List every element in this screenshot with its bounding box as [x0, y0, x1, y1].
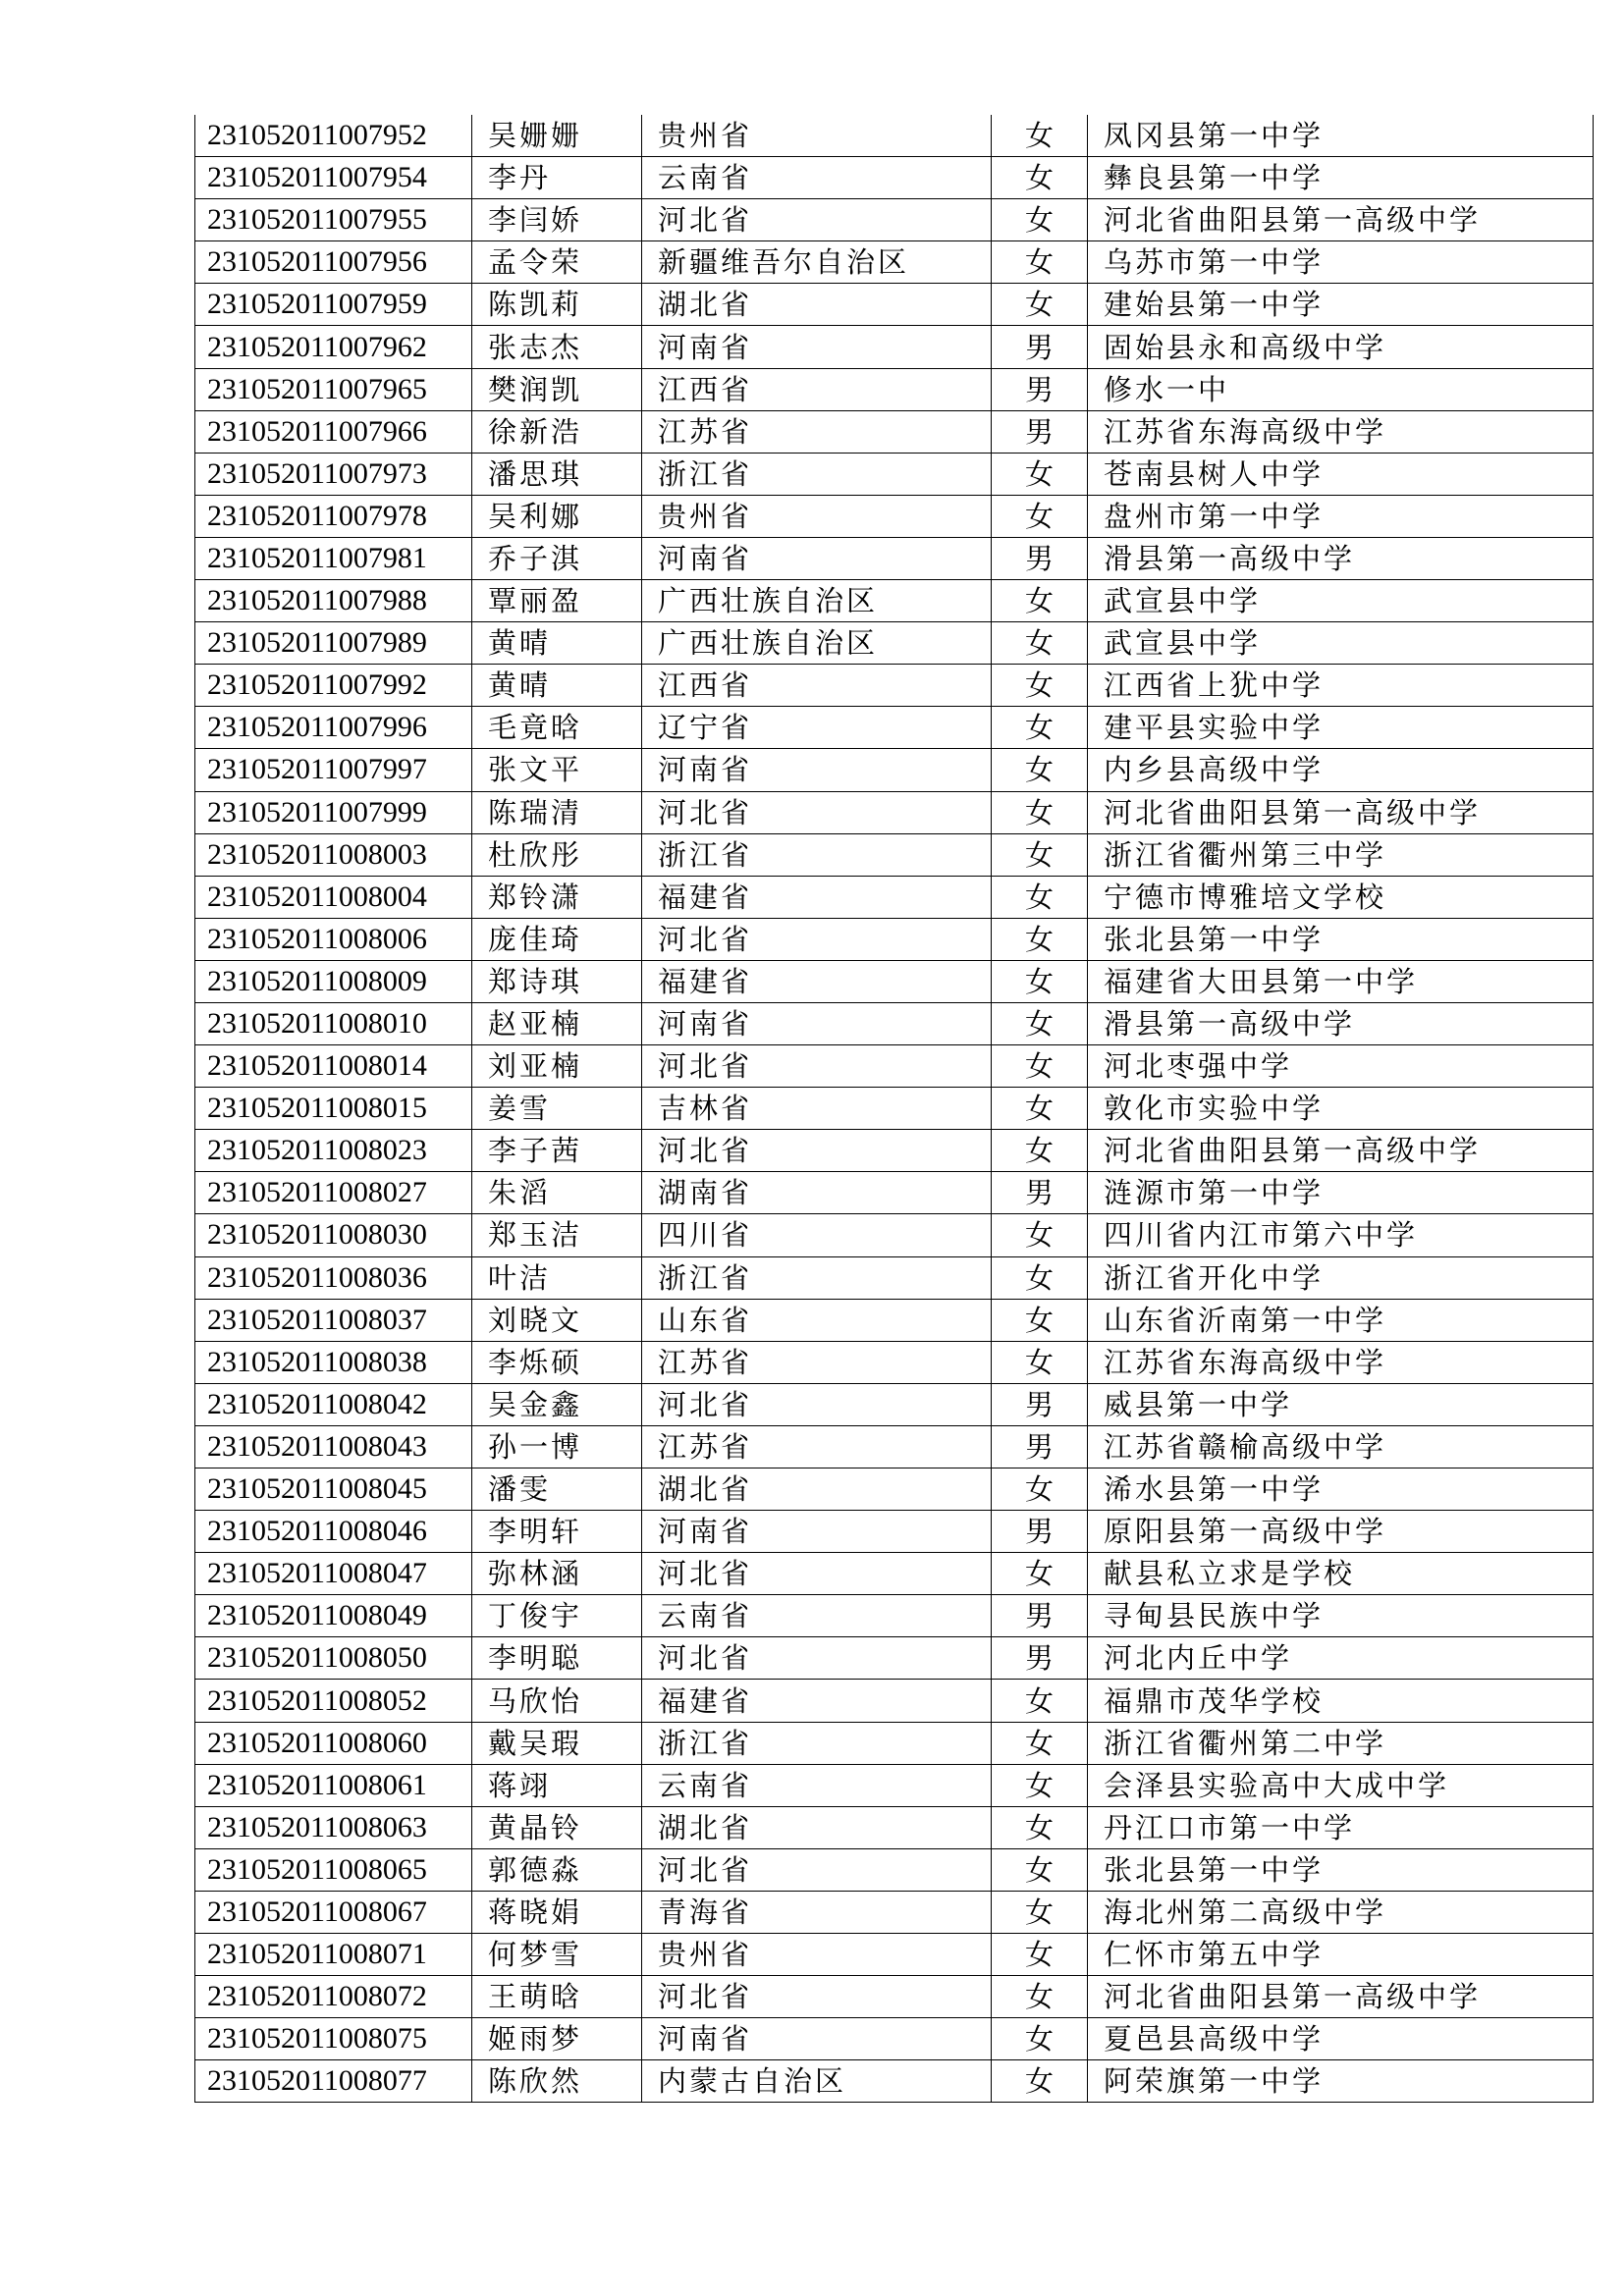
province-cell: 贵州省	[642, 115, 992, 157]
province-cell: 河北省	[642, 199, 992, 241]
table-row	[195, 1425, 1594, 1468]
exam-id-cell: 231052011008052	[195, 1680, 472, 1722]
exam-id-cell: 231052011007952	[195, 115, 472, 157]
school-cell: 仁怀市第五中学	[1088, 1934, 1594, 1976]
gender-cell: 男	[992, 1511, 1088, 1553]
gender-cell: 女	[992, 1806, 1088, 1848]
province-cell: 河南省	[642, 1002, 992, 1044]
name-cell: 黄晶铃	[472, 1806, 642, 1848]
gender-cell: 女	[992, 1130, 1088, 1172]
table-row	[195, 115, 1594, 157]
exam-id-cell: 231052011008075	[195, 2018, 472, 2060]
gender-cell: 女	[992, 284, 1088, 326]
exam-id-cell: 231052011008010	[195, 1002, 472, 1044]
school-cell: 建始县第一中学	[1088, 284, 1594, 326]
province-cell: 青海省	[642, 1891, 992, 1933]
gender-cell: 女	[992, 1680, 1088, 1722]
province-cell: 福建省	[642, 876, 992, 918]
province-cell: 河北省	[642, 1848, 992, 1891]
gender-cell: 女	[992, 665, 1088, 707]
table-row	[195, 1256, 1594, 1299]
school-cell: 丹江口市第一中学	[1088, 1806, 1594, 1848]
name-cell: 姜雪	[472, 1088, 642, 1130]
table-row	[195, 1806, 1594, 1848]
table-row	[195, 1511, 1594, 1553]
gender-cell: 女	[992, 918, 1088, 960]
gender-cell: 女	[992, 1934, 1088, 1976]
school-cell: 会泽县实验高中大成中学	[1088, 1764, 1594, 1806]
name-cell: 刘晓文	[472, 1299, 642, 1341]
name-cell: 张志杰	[472, 326, 642, 368]
gender-cell: 女	[992, 707, 1088, 749]
school-cell: 夏邑县高级中学	[1088, 2018, 1594, 2060]
table-row	[195, 960, 1594, 1002]
province-cell: 湖北省	[642, 284, 992, 326]
exam-id-cell: 231052011007997	[195, 749, 472, 791]
school-cell: 固始县永和高级中学	[1088, 326, 1594, 368]
gender-cell: 女	[992, 241, 1088, 284]
school-cell: 苍南县树人中学	[1088, 453, 1594, 495]
table-row	[195, 1764, 1594, 1806]
exam-id-cell: 231052011007981	[195, 537, 472, 579]
gender-cell: 女	[992, 453, 1088, 495]
exam-id-cell: 231052011007978	[195, 495, 472, 537]
province-cell: 江苏省	[642, 410, 992, 453]
province-cell: 云南省	[642, 1595, 992, 1637]
table-row	[195, 580, 1594, 622]
student-table-body	[195, 115, 1594, 2103]
province-cell: 河北省	[642, 1045, 992, 1088]
gender-cell: 女	[992, 1891, 1088, 1933]
province-cell: 江西省	[642, 665, 992, 707]
table-row	[195, 2060, 1594, 2103]
school-cell: 浠水县第一中学	[1088, 1468, 1594, 1511]
table-row	[195, 410, 1594, 453]
gender-cell: 男	[992, 537, 1088, 579]
gender-cell: 男	[992, 1172, 1088, 1214]
gender-cell: 女	[992, 1088, 1088, 1130]
school-cell: 寻甸县民族中学	[1088, 1595, 1594, 1637]
province-cell: 云南省	[642, 1764, 992, 1806]
province-cell: 河北省	[642, 1383, 992, 1425]
school-cell: 浙江省衢州第三中学	[1088, 833, 1594, 876]
province-cell: 山东省	[642, 1299, 992, 1341]
province-cell: 广西壮族自治区	[642, 622, 992, 665]
name-cell: 姬雨梦	[472, 2018, 642, 2060]
exam-id-cell: 231052011007965	[195, 368, 472, 410]
province-cell: 浙江省	[642, 453, 992, 495]
table-row	[195, 1891, 1594, 1933]
province-cell: 河北省	[642, 1553, 992, 1595]
name-cell: 郑诗琪	[472, 960, 642, 1002]
name-cell: 覃丽盈	[472, 580, 642, 622]
gender-cell: 女	[992, 1341, 1088, 1383]
province-cell: 河南省	[642, 1511, 992, 1553]
table-row	[195, 1172, 1594, 1214]
exam-id-cell: 231052011008004	[195, 876, 472, 918]
table-row	[195, 2018, 1594, 2060]
name-cell: 孟令荣	[472, 241, 642, 284]
gender-cell: 女	[992, 876, 1088, 918]
exam-id-cell: 231052011008046	[195, 1511, 472, 1553]
school-cell: 阿荣旗第一中学	[1088, 2060, 1594, 2103]
table-row	[195, 1680, 1594, 1722]
school-cell: 盘州市第一中学	[1088, 495, 1594, 537]
gender-cell: 女	[992, 199, 1088, 241]
school-cell: 敦化市实验中学	[1088, 1088, 1594, 1130]
province-cell: 云南省	[642, 157, 992, 199]
exam-id-cell: 231052011008071	[195, 1934, 472, 1976]
exam-id-cell: 231052011007956	[195, 241, 472, 284]
gender-cell: 男	[992, 1383, 1088, 1425]
exam-id-cell: 231052011007992	[195, 665, 472, 707]
school-cell: 河北枣强中学	[1088, 1045, 1594, 1088]
gender-cell: 女	[992, 833, 1088, 876]
table-row	[195, 1002, 1594, 1044]
table-row	[195, 1976, 1594, 2018]
province-cell: 浙江省	[642, 1722, 992, 1764]
school-cell: 原阳县第一高级中学	[1088, 1511, 1594, 1553]
province-cell: 内蒙古自治区	[642, 2060, 992, 2103]
table-row	[195, 241, 1594, 284]
exam-id-cell: 231052011008045	[195, 1468, 472, 1511]
school-cell: 福鼎市茂华学校	[1088, 1680, 1594, 1722]
gender-cell: 女	[992, 2060, 1088, 2103]
province-cell: 河南省	[642, 2018, 992, 2060]
name-cell: 吴利娜	[472, 495, 642, 537]
school-cell: 海北州第二高级中学	[1088, 1891, 1594, 1933]
school-cell: 彝良县第一中学	[1088, 157, 1594, 199]
table-row	[195, 1468, 1594, 1511]
exam-id-cell: 231052011007989	[195, 622, 472, 665]
exam-id-cell: 231052011008050	[195, 1637, 472, 1680]
exam-id-cell: 231052011008060	[195, 1722, 472, 1764]
exam-id-cell: 231052011007973	[195, 453, 472, 495]
name-cell: 何梦雪	[472, 1934, 642, 1976]
gender-cell: 女	[992, 1553, 1088, 1595]
table-row	[195, 833, 1594, 876]
exam-id-cell: 231052011007988	[195, 580, 472, 622]
table-row	[195, 1130, 1594, 1172]
province-cell: 河北省	[642, 1637, 992, 1680]
name-cell: 李闫娇	[472, 199, 642, 241]
name-cell: 叶洁	[472, 1256, 642, 1299]
exam-id-cell: 231052011008015	[195, 1088, 472, 1130]
province-cell: 福建省	[642, 1680, 992, 1722]
gender-cell: 女	[992, 960, 1088, 1002]
table-row	[195, 368, 1594, 410]
table-row	[195, 791, 1594, 833]
name-cell: 刘亚楠	[472, 1045, 642, 1088]
province-cell: 河北省	[642, 1976, 992, 2018]
name-cell: 徐新浩	[472, 410, 642, 453]
exam-id-cell: 231052011008027	[195, 1172, 472, 1214]
exam-id-cell: 231052011008042	[195, 1383, 472, 1425]
province-cell: 江苏省	[642, 1341, 992, 1383]
gender-cell: 女	[992, 1848, 1088, 1891]
province-cell: 新疆维吾尔自治区	[642, 241, 992, 284]
table-row	[195, 622, 1594, 665]
exam-id-cell: 231052011008043	[195, 1425, 472, 1468]
table-row	[195, 918, 1594, 960]
school-cell: 涟源市第一中学	[1088, 1172, 1594, 1214]
exam-id-cell: 231052011007966	[195, 410, 472, 453]
gender-cell: 女	[992, 1256, 1088, 1299]
province-cell: 浙江省	[642, 833, 992, 876]
exam-id-cell: 231052011008014	[195, 1045, 472, 1088]
table-row	[195, 1595, 1594, 1637]
gender-cell: 女	[992, 1722, 1088, 1764]
name-cell: 樊润凯	[472, 368, 642, 410]
school-cell: 修水一中	[1088, 368, 1594, 410]
table-row	[195, 1383, 1594, 1425]
gender-cell: 女	[992, 495, 1088, 537]
school-cell: 江苏省东海高级中学	[1088, 1341, 1594, 1383]
table-row	[195, 1553, 1594, 1595]
table-row	[195, 665, 1594, 707]
school-cell: 山东省沂南第一中学	[1088, 1299, 1594, 1341]
province-cell: 湖北省	[642, 1806, 992, 1848]
province-cell: 浙江省	[642, 1256, 992, 1299]
exam-id-cell: 231052011008047	[195, 1553, 472, 1595]
name-cell: 弥林涵	[472, 1553, 642, 1595]
school-cell: 张北县第一中学	[1088, 1848, 1594, 1891]
gender-cell: 男	[992, 410, 1088, 453]
gender-cell: 女	[992, 1976, 1088, 2018]
gender-cell: 女	[992, 580, 1088, 622]
name-cell: 李明聪	[472, 1637, 642, 1680]
province-cell: 吉林省	[642, 1088, 992, 1130]
province-cell: 贵州省	[642, 1934, 992, 1976]
table-row	[195, 1637, 1594, 1680]
gender-cell: 女	[992, 157, 1088, 199]
exam-id-cell: 231052011008037	[195, 1299, 472, 1341]
name-cell: 乔子淇	[472, 537, 642, 579]
name-cell: 李子茜	[472, 1130, 642, 1172]
gender-cell: 男	[992, 1595, 1088, 1637]
name-cell: 马欣怡	[472, 1680, 642, 1722]
name-cell: 庞佳琦	[472, 918, 642, 960]
table-row	[195, 1934, 1594, 1976]
gender-cell: 女	[992, 1002, 1088, 1044]
table-row	[195, 537, 1594, 579]
gender-cell: 男	[992, 1637, 1088, 1680]
province-cell: 河北省	[642, 918, 992, 960]
name-cell: 黄晴	[472, 665, 642, 707]
table-row	[195, 326, 1594, 368]
table-row	[195, 707, 1594, 749]
gender-cell: 女	[992, 1045, 1088, 1088]
name-cell: 陈欣然	[472, 2060, 642, 2103]
school-cell: 威县第一中学	[1088, 1383, 1594, 1425]
school-cell: 河北省曲阳县第一高级中学	[1088, 791, 1594, 833]
province-cell: 河南省	[642, 326, 992, 368]
gender-cell: 女	[992, 622, 1088, 665]
gender-cell: 男	[992, 368, 1088, 410]
name-cell: 杜欣彤	[472, 833, 642, 876]
school-cell: 四川省内江市第六中学	[1088, 1214, 1594, 1256]
name-cell: 王萌晗	[472, 1976, 642, 2018]
school-cell: 江西省上犹中学	[1088, 665, 1594, 707]
exam-id-cell: 231052011008030	[195, 1214, 472, 1256]
name-cell: 毛竟晗	[472, 707, 642, 749]
name-cell: 陈瑞清	[472, 791, 642, 833]
table-row	[195, 199, 1594, 241]
gender-cell: 女	[992, 2018, 1088, 2060]
exam-id-cell: 231052011008063	[195, 1806, 472, 1848]
name-cell: 黄晴	[472, 622, 642, 665]
table-row	[195, 453, 1594, 495]
table-row	[195, 1722, 1594, 1764]
table-row	[195, 1848, 1594, 1891]
school-cell: 福建省大田县第一中学	[1088, 960, 1594, 1002]
gender-cell: 女	[992, 749, 1088, 791]
name-cell: 吴金鑫	[472, 1383, 642, 1425]
exam-id-cell: 231052011007962	[195, 326, 472, 368]
name-cell: 蒋翊	[472, 1764, 642, 1806]
exam-id-cell: 231052011008077	[195, 2060, 472, 2103]
name-cell: 潘思琪	[472, 453, 642, 495]
table-row	[195, 1088, 1594, 1130]
exam-id-cell: 231052011008038	[195, 1341, 472, 1383]
school-cell: 武宣县中学	[1088, 580, 1594, 622]
school-cell: 武宣县中学	[1088, 622, 1594, 665]
exam-id-cell: 231052011008065	[195, 1848, 472, 1891]
name-cell: 戴吴瑕	[472, 1722, 642, 1764]
province-cell: 江苏省	[642, 1425, 992, 1468]
table-row	[195, 284, 1594, 326]
gender-cell: 男	[992, 326, 1088, 368]
table-row	[195, 876, 1594, 918]
table-row	[195, 1299, 1594, 1341]
school-cell: 献县私立求是学校	[1088, 1553, 1594, 1595]
exam-id-cell: 231052011008003	[195, 833, 472, 876]
exam-id-cell: 231052011008009	[195, 960, 472, 1002]
name-cell: 李烁硕	[472, 1341, 642, 1383]
school-cell: 河北省曲阳县第一高级中学	[1088, 1976, 1594, 2018]
province-cell: 河南省	[642, 749, 992, 791]
school-cell: 滑县第一高级中学	[1088, 537, 1594, 579]
gender-cell: 女	[992, 1468, 1088, 1511]
name-cell: 郑铃潇	[472, 876, 642, 918]
exam-id-cell: 231052011007996	[195, 707, 472, 749]
table-row	[195, 749, 1594, 791]
name-cell: 吴姗姗	[472, 115, 642, 157]
gender-cell: 女	[992, 1299, 1088, 1341]
school-cell: 浙江省衢州第二中学	[1088, 1722, 1594, 1764]
province-cell: 贵州省	[642, 495, 992, 537]
province-cell: 河北省	[642, 1130, 992, 1172]
school-cell: 内乡县高级中学	[1088, 749, 1594, 791]
exam-id-cell: 231052011007999	[195, 791, 472, 833]
table-row	[195, 1214, 1594, 1256]
student-table	[194, 115, 1594, 2103]
gender-cell: 女	[992, 1764, 1088, 1806]
gender-cell: 女	[992, 791, 1088, 833]
exam-id-cell: 231052011008061	[195, 1764, 472, 1806]
school-cell: 江苏省东海高级中学	[1088, 410, 1594, 453]
exam-id-cell: 231052011008067	[195, 1891, 472, 1933]
province-cell: 江西省	[642, 368, 992, 410]
exam-id-cell: 231052011007959	[195, 284, 472, 326]
name-cell: 郑玉洁	[472, 1214, 642, 1256]
school-cell: 浙江省开化中学	[1088, 1256, 1594, 1299]
exam-id-cell: 231052011007955	[195, 199, 472, 241]
gender-cell: 女	[992, 1214, 1088, 1256]
name-cell: 张文平	[472, 749, 642, 791]
name-cell: 朱滔	[472, 1172, 642, 1214]
gender-cell: 女	[992, 115, 1088, 157]
school-cell: 滑县第一高级中学	[1088, 1002, 1594, 1044]
school-cell: 河北省曲阳县第一高级中学	[1088, 199, 1594, 241]
school-cell: 河北内丘中学	[1088, 1637, 1594, 1680]
table-row	[195, 495, 1594, 537]
table-row	[195, 1341, 1594, 1383]
gender-cell: 男	[992, 1425, 1088, 1468]
exam-id-cell: 231052011008072	[195, 1976, 472, 2018]
school-cell: 凤冈县第一中学	[1088, 115, 1594, 157]
name-cell: 丁俊宇	[472, 1595, 642, 1637]
exam-id-cell: 231052011008049	[195, 1595, 472, 1637]
province-cell: 福建省	[642, 960, 992, 1002]
province-cell: 湖南省	[642, 1172, 992, 1214]
school-cell: 乌苏市第一中学	[1088, 241, 1594, 284]
name-cell: 李丹	[472, 157, 642, 199]
exam-id-cell: 231052011008023	[195, 1130, 472, 1172]
province-cell: 河北省	[642, 791, 992, 833]
exam-id-cell: 231052011008036	[195, 1256, 472, 1299]
school-cell: 河北省曲阳县第一高级中学	[1088, 1130, 1594, 1172]
table-row	[195, 1045, 1594, 1088]
name-cell: 赵亚楠	[472, 1002, 642, 1044]
name-cell: 蒋晓娟	[472, 1891, 642, 1933]
school-cell: 建平县实验中学	[1088, 707, 1594, 749]
exam-id-cell: 231052011008006	[195, 918, 472, 960]
province-cell: 辽宁省	[642, 707, 992, 749]
name-cell: 李明轩	[472, 1511, 642, 1553]
table-row	[195, 157, 1594, 199]
school-cell: 张北县第一中学	[1088, 918, 1594, 960]
province-cell: 广西壮族自治区	[642, 580, 992, 622]
province-cell: 河南省	[642, 537, 992, 579]
province-cell: 四川省	[642, 1214, 992, 1256]
name-cell: 孙一博	[472, 1425, 642, 1468]
exam-id-cell: 231052011007954	[195, 157, 472, 199]
province-cell: 湖北省	[642, 1468, 992, 1511]
school-cell: 宁德市博雅培文学校	[1088, 876, 1594, 918]
school-cell: 江苏省赣榆高级中学	[1088, 1425, 1594, 1468]
name-cell: 潘雯	[472, 1468, 642, 1511]
name-cell: 郭德淼	[472, 1848, 642, 1891]
name-cell: 陈凯莉	[472, 284, 642, 326]
